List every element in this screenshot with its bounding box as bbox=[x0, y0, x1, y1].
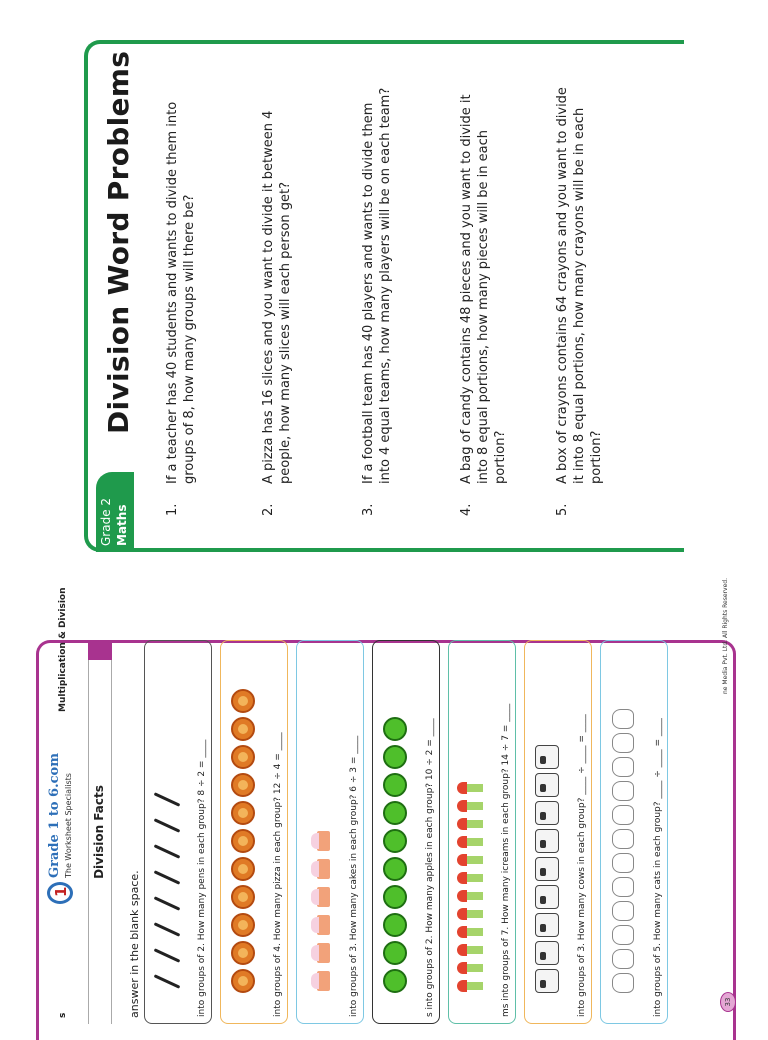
cow-icon bbox=[535, 941, 559, 965]
apple-icon bbox=[383, 745, 407, 769]
apple-icon bbox=[383, 857, 407, 881]
grade-tab bbox=[96, 472, 134, 552]
cat-icon bbox=[612, 733, 634, 753]
pen-icon bbox=[153, 841, 181, 863]
apple-icon bbox=[383, 885, 407, 909]
pen-icon bbox=[153, 919, 181, 941]
cat-icon bbox=[612, 781, 634, 801]
problem-number: 3. bbox=[361, 503, 376, 516]
exercise-question: into groups of 3. How many cows in each group? ____ ÷ ____ = ____ bbox=[577, 714, 587, 1017]
icecream-icon bbox=[457, 907, 485, 921]
cat-icon bbox=[612, 709, 634, 729]
pen-icon bbox=[153, 789, 181, 811]
cat-icon bbox=[612, 973, 634, 993]
page-number-badge: 33 bbox=[720, 992, 736, 1012]
cat-icon bbox=[612, 805, 634, 825]
apple-icon bbox=[383, 913, 407, 937]
logo-subtitle: The Worksheet Specialists bbox=[64, 773, 73, 878]
problem-text: A box of crayons contains 64 crayons and you want to divide it into 8 equal portions, how many crayons will be in each portion? bbox=[555, 87, 604, 484]
problem-text: A pizza has 16 slices and you want to divide it between 4 people, how many slices will each person get? bbox=[261, 110, 293, 484]
pizza-icon bbox=[231, 829, 255, 853]
exercise-row bbox=[448, 640, 516, 1024]
pizza-icon bbox=[231, 857, 255, 881]
cow-icon bbox=[535, 801, 559, 825]
icecream-icon bbox=[457, 853, 485, 867]
picture-group bbox=[605, 709, 641, 993]
icecream-icon bbox=[457, 925, 485, 939]
problem-number: 2. bbox=[261, 503, 276, 516]
exercise-question: ms into groups of 7. How many icreams in each group? 14 ÷ 7 = ____ bbox=[501, 703, 511, 1017]
cake-icon bbox=[307, 857, 331, 881]
cake-icon bbox=[307, 829, 331, 853]
icecream-icon bbox=[457, 817, 485, 831]
icecream-icon bbox=[457, 979, 485, 993]
exercise-row bbox=[600, 640, 668, 1024]
header-left-text: s bbox=[58, 1012, 68, 1018]
division-facts-content bbox=[36, 578, 736, 1024]
exercise-row bbox=[372, 640, 440, 1024]
pen-icon bbox=[153, 971, 181, 993]
subject-label: Maths bbox=[115, 504, 129, 546]
apple-icon bbox=[383, 969, 407, 993]
problem-text: If a teacher has 40 students and wants to divide them into groups of 8, how many groups will there be? bbox=[165, 101, 197, 484]
problem-text: A bag of candy contains 48 pieces and you want to divide it into 8 equal portions, how many pieces will be in each portion? bbox=[459, 94, 508, 484]
picture-group bbox=[453, 781, 489, 993]
exercise-row bbox=[524, 640, 592, 1024]
apple-icon bbox=[383, 773, 407, 797]
cow-icon bbox=[535, 745, 559, 769]
apple-icon bbox=[383, 717, 407, 741]
exercise-question: s into groups of 2. How many apples in each group? 10 ÷ 2 = ____ bbox=[425, 718, 435, 1017]
cow-icon bbox=[535, 969, 559, 993]
icecream-icon bbox=[457, 889, 485, 903]
copyright-footer: ne Media Pvt. Ltd. All Rights Reserved. bbox=[722, 578, 729, 694]
picture-group bbox=[377, 717, 413, 993]
exercise-question: into groups of 5. How many cats in each group? ____ ÷ ____ = ____ bbox=[653, 718, 663, 1017]
picture-group bbox=[149, 789, 185, 993]
title-bar bbox=[88, 640, 112, 1024]
picture-group bbox=[529, 745, 565, 993]
cake-icon bbox=[307, 969, 331, 993]
icecream-icon bbox=[457, 943, 485, 957]
icecream-icon bbox=[457, 799, 485, 813]
cow-icon bbox=[535, 885, 559, 909]
pizza-icon bbox=[231, 801, 255, 825]
logo-title: Grade 1 to 6.com bbox=[47, 753, 62, 878]
page-title: Division Word Problems bbox=[102, 50, 135, 434]
icecream-icon bbox=[457, 835, 485, 849]
apple-icon bbox=[383, 801, 407, 825]
worksheet-title: Division Facts bbox=[92, 785, 106, 879]
picture-group bbox=[301, 829, 337, 993]
pizza-icon bbox=[231, 773, 255, 797]
cow-icon bbox=[535, 773, 559, 797]
pizza-icon bbox=[231, 941, 255, 965]
grade-label: Grade 2 bbox=[99, 497, 113, 546]
problem-number: 4. bbox=[459, 503, 474, 516]
cake-icon bbox=[307, 941, 331, 965]
logo-icon: 1 bbox=[47, 882, 73, 904]
icecream-icon bbox=[457, 781, 485, 795]
cow-icon bbox=[535, 829, 559, 853]
pen-icon bbox=[153, 867, 181, 889]
cat-icon bbox=[612, 925, 634, 945]
cat-icon bbox=[612, 757, 634, 777]
pizza-icon bbox=[231, 969, 255, 993]
pizza-icon bbox=[231, 689, 255, 713]
instruction-text: answer in the blank space. bbox=[128, 870, 141, 1018]
cat-icon bbox=[612, 853, 634, 873]
apple-icon bbox=[383, 941, 407, 965]
problem-text: If a football team has 40 players and wants to divide them into 4 equal teams, how many players will be on each team? bbox=[361, 87, 393, 484]
exercise-question: into groups of 2. How many pens in each group? 8 ÷ 2 = ____ bbox=[197, 739, 207, 1017]
pizza-icon bbox=[231, 913, 255, 937]
cow-icon bbox=[535, 913, 559, 937]
exercise-question: into groups of 3. How many cakes in each group? 6 ÷ 3 = ____ bbox=[349, 735, 359, 1017]
pizza-icon bbox=[231, 717, 255, 741]
cat-icon bbox=[612, 877, 634, 897]
exercise-row bbox=[296, 640, 364, 1024]
pizza-icon bbox=[231, 885, 255, 909]
cake-icon bbox=[307, 885, 331, 909]
word-problems-content bbox=[84, 40, 668, 552]
cat-icon bbox=[612, 829, 634, 849]
icecream-icon bbox=[457, 961, 485, 975]
cow-icon bbox=[535, 857, 559, 881]
pen-icon bbox=[153, 815, 181, 837]
cake-icon bbox=[307, 913, 331, 937]
subject-heading: Multiplication & Division bbox=[58, 587, 68, 712]
problem-number: 1. bbox=[165, 503, 180, 516]
brand-logo bbox=[47, 753, 81, 904]
exercise-question: into groups of 4. How many pizza in each group? 12 ÷ 4 = ____ bbox=[273, 732, 283, 1017]
division-facts-card bbox=[36, 578, 736, 1024]
pen-icon bbox=[153, 893, 181, 915]
pen-icon bbox=[153, 945, 181, 967]
problem-number: 5. bbox=[555, 503, 570, 516]
picture-group bbox=[225, 689, 261, 993]
pizza-icon bbox=[231, 745, 255, 769]
cat-icon bbox=[612, 949, 634, 969]
icecream-icon bbox=[457, 871, 485, 885]
exercise-row bbox=[144, 640, 212, 1024]
word-problems-card bbox=[84, 40, 668, 552]
apple-icon bbox=[383, 829, 407, 853]
exercise-row bbox=[220, 640, 288, 1024]
cat-icon bbox=[612, 901, 634, 921]
